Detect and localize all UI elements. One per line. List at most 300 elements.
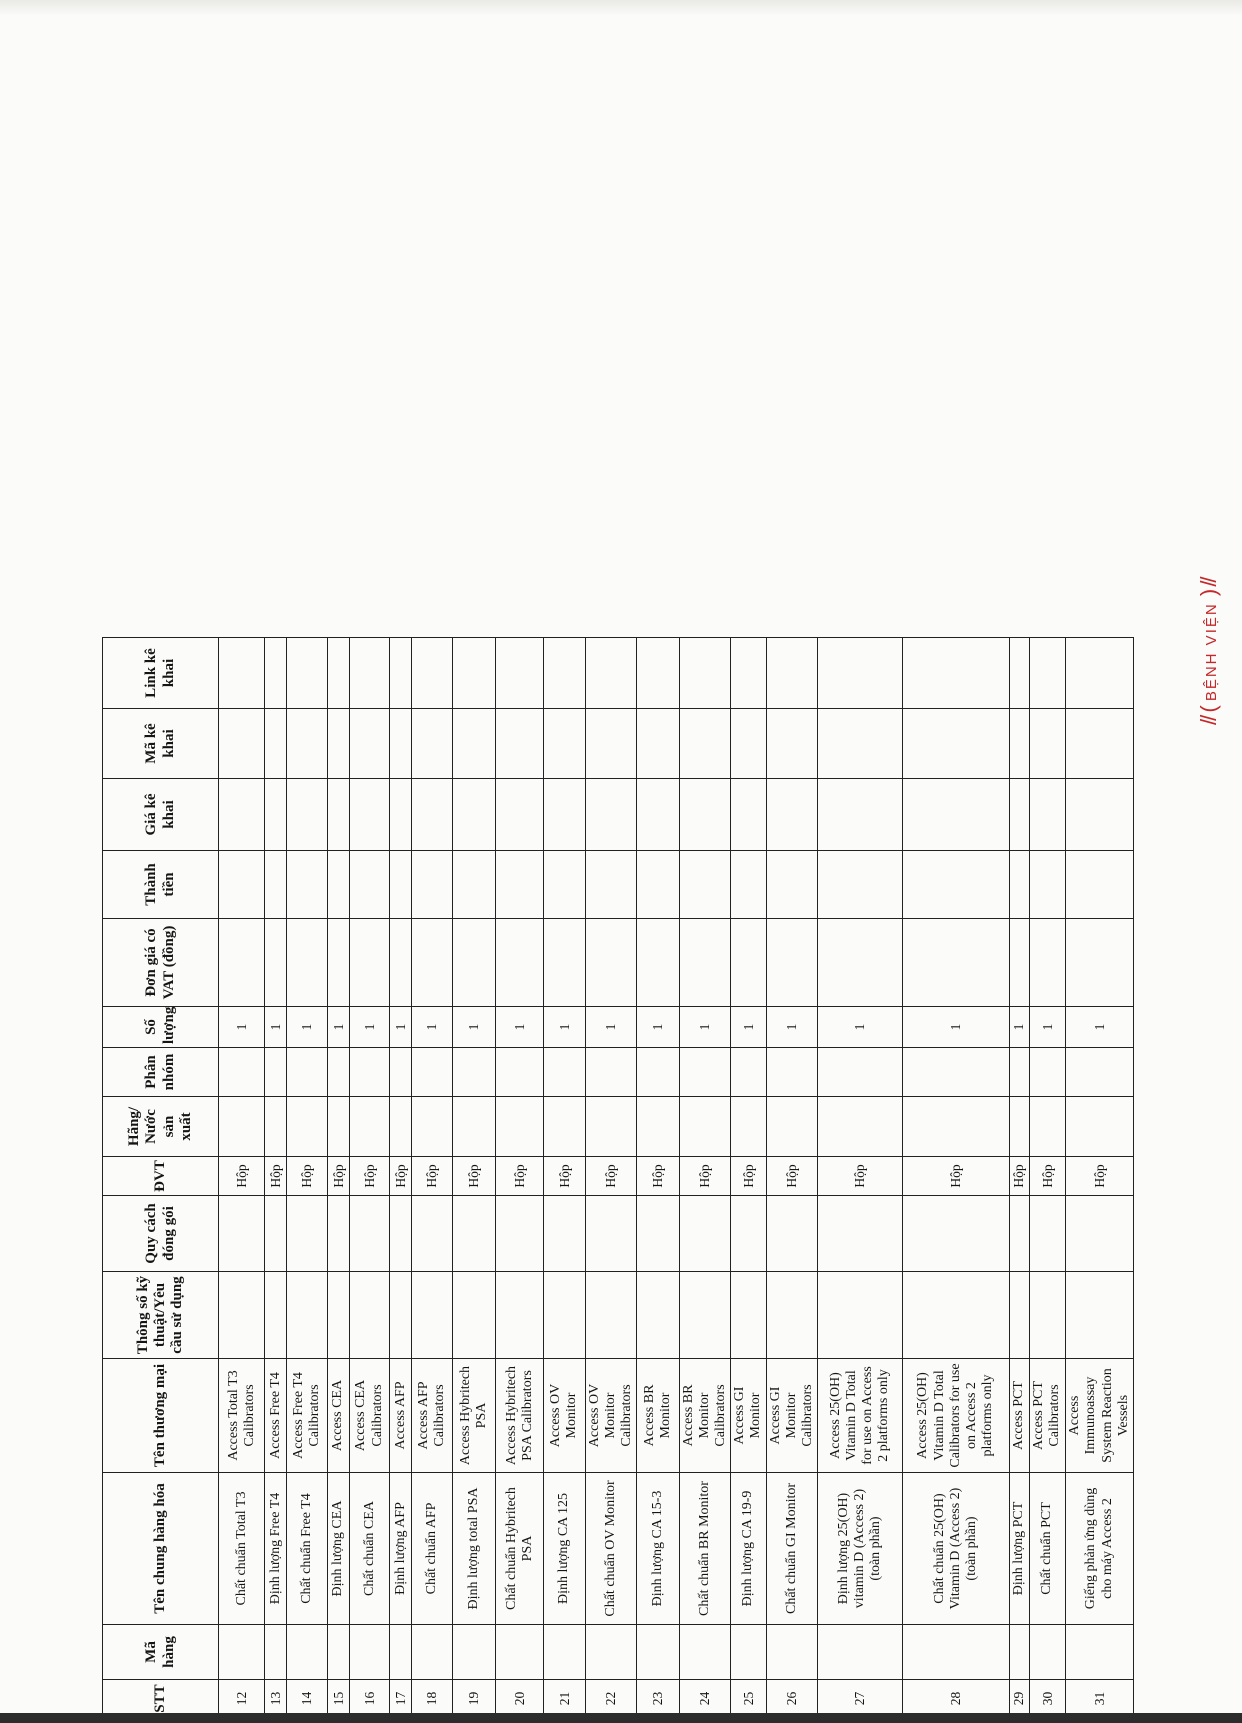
column-header: ĐVT: [103, 1157, 219, 1196]
quantity-cell: 1: [265, 1007, 287, 1048]
unit-price-cell: [287, 919, 327, 1007]
amount-cell: [390, 851, 412, 919]
amount-cell: [265, 851, 287, 919]
table-row: [585, 638, 637, 1718]
stt-cell: 23: [637, 1680, 679, 1718]
generic-name-cell: Định lượng CA 15-3: [637, 1473, 679, 1625]
declaration-link-cell: [766, 638, 818, 709]
unit-cell: Hộp: [390, 1157, 412, 1196]
generic-name-cell: Định lượng AFP: [390, 1473, 412, 1625]
spec-cell: [637, 1272, 679, 1359]
declaration-link-cell: [902, 638, 1009, 709]
column-header: Tên thương mại: [103, 1359, 219, 1473]
code-cell: [544, 1625, 585, 1680]
packing-cell: [327, 1196, 349, 1272]
manufacturer-cell: [390, 1097, 412, 1157]
stt-cell: 14: [287, 1680, 327, 1718]
code-cell: [1029, 1625, 1065, 1680]
generic-name-cell: Chất chuẩn Total T3: [219, 1473, 265, 1625]
quantity-cell: 1: [731, 1007, 766, 1048]
packing-cell: [390, 1196, 412, 1272]
unit-price-cell: [902, 919, 1009, 1007]
declaration-code-cell: [390, 709, 412, 779]
unit-price-cell: [585, 919, 637, 1007]
table-row: [544, 638, 585, 1718]
spec-cell: [495, 1272, 543, 1359]
declaration-link-cell: [637, 638, 679, 709]
stamp-mark: ) //: [1196, 578, 1221, 597]
manufacturer-cell: [287, 1097, 327, 1157]
spec-cell: [1029, 1272, 1065, 1359]
amount-cell: [544, 851, 585, 919]
stt-cell: 15: [327, 1680, 349, 1718]
manufacturer-cell: [637, 1097, 679, 1157]
group-cell: [452, 1048, 495, 1097]
unit-price-cell: [495, 919, 543, 1007]
declaration-link-cell: [1029, 638, 1065, 709]
amount-cell: [1066, 851, 1134, 919]
generic-name-cell: Định lượng PCT: [1009, 1473, 1029, 1625]
packing-cell: [544, 1196, 585, 1272]
group-cell: [766, 1048, 818, 1097]
declared-price-cell: [902, 779, 1009, 851]
table-row: [219, 638, 265, 1718]
spec-cell: [349, 1272, 389, 1359]
generic-name-cell: Chất chuẩn BR Monitor: [679, 1473, 731, 1625]
declaration-link-cell: [349, 638, 389, 709]
generic-name-cell: Định lượng Free T4: [265, 1473, 287, 1625]
unit-cell: Hộp: [412, 1157, 452, 1196]
quantity-cell: 1: [818, 1007, 903, 1048]
amount-cell: [452, 851, 495, 919]
hospital-stamp: [1196, 530, 1226, 725]
code-cell: [585, 1625, 637, 1680]
generic-name-cell: Chất chuẩn PCT: [1029, 1473, 1065, 1625]
declaration-code-cell: [544, 709, 585, 779]
declaration-code-cell: [818, 709, 903, 779]
trade-name-cell: Access 25(OH) Vitamin D Total for use on Access 2 platforms only: [818, 1359, 903, 1473]
declared-price-cell: [287, 779, 327, 851]
generic-name-cell: Giếng phản ứng dùng cho máy Access 2: [1066, 1473, 1134, 1625]
stt-cell: 22: [585, 1680, 637, 1718]
unit-price-cell: [390, 919, 412, 1007]
amount-cell: [818, 851, 903, 919]
group-cell: [902, 1048, 1009, 1097]
quantity-cell: 1: [766, 1007, 818, 1048]
rotated-page: [102, 638, 1134, 1718]
unit-cell: Hộp: [287, 1157, 327, 1196]
spec-cell: [902, 1272, 1009, 1359]
manufacturer-cell: [349, 1097, 389, 1157]
quantity-cell: 1: [902, 1007, 1009, 1048]
generic-name-cell: Định lượng total PSA: [452, 1473, 495, 1625]
quantity-cell: 1: [327, 1007, 349, 1048]
quantity-cell: 1: [679, 1007, 731, 1048]
declaration-link-cell: [731, 638, 766, 709]
declared-price-cell: [219, 779, 265, 851]
declared-price-cell: [1029, 779, 1065, 851]
declared-price-cell: [452, 779, 495, 851]
stt-cell: 25: [731, 1680, 766, 1718]
declaration-link-cell: [585, 638, 637, 709]
manufacturer-cell: [219, 1097, 265, 1157]
table-row: [766, 638, 818, 1718]
stt-cell: 21: [544, 1680, 585, 1718]
packing-cell: [818, 1196, 903, 1272]
column-header: Link kê khai: [103, 638, 219, 709]
declared-price-cell: [585, 779, 637, 851]
scan-top-shadow: [0, 0, 1242, 16]
declaration-code-cell: [219, 709, 265, 779]
spec-cell: [679, 1272, 731, 1359]
declared-price-cell: [731, 779, 766, 851]
spec-cell: [544, 1272, 585, 1359]
code-cell: [265, 1625, 287, 1680]
trade-name-cell: Access Immunoassay System Reaction Vessels: [1066, 1359, 1134, 1473]
trade-name-cell: Access AFP Calibrators: [412, 1359, 452, 1473]
declared-price-cell: [495, 779, 543, 851]
column-header: Quy cách đóng gói: [103, 1196, 219, 1272]
amount-cell: [349, 851, 389, 919]
code-cell: [349, 1625, 389, 1680]
declaration-code-cell: [327, 709, 349, 779]
group-cell: [287, 1048, 327, 1097]
amount-cell: [327, 851, 349, 919]
table-row: [1029, 638, 1065, 1718]
table-row: [327, 638, 349, 1718]
column-header: Đơn giá có VAT (đồng): [103, 919, 219, 1007]
unit-price-cell: [766, 919, 818, 1007]
manufacturer-cell: [731, 1097, 766, 1157]
group-cell: [585, 1048, 637, 1097]
spec-cell: [412, 1272, 452, 1359]
unit-cell: Hộp: [495, 1157, 543, 1196]
declaration-link-cell: [452, 638, 495, 709]
packing-cell: [349, 1196, 389, 1272]
quantity-cell: 1: [585, 1007, 637, 1048]
manufacturer-cell: [679, 1097, 731, 1157]
declaration-code-cell: [585, 709, 637, 779]
table-row: [818, 638, 903, 1718]
spec-cell: [818, 1272, 903, 1359]
packing-cell: [452, 1196, 495, 1272]
unit-cell: Hộp: [679, 1157, 731, 1196]
manufacturer-cell: [766, 1097, 818, 1157]
quantity-cell: 1: [544, 1007, 585, 1048]
trade-name-cell: Access BR Monitor Calibrators: [679, 1359, 731, 1473]
amount-cell: [1029, 851, 1065, 919]
generic-name-cell: Định lượng CA 19-9: [731, 1473, 766, 1625]
stt-cell: 20: [495, 1680, 543, 1718]
table-row: [902, 638, 1009, 1718]
packing-cell: [1029, 1196, 1065, 1272]
code-cell: [679, 1625, 731, 1680]
stt-cell: 24: [679, 1680, 731, 1718]
declaration-code-cell: [902, 709, 1009, 779]
code-cell: [1009, 1625, 1029, 1680]
group-cell: [265, 1048, 287, 1097]
code-cell: [637, 1625, 679, 1680]
spec-cell: [219, 1272, 265, 1359]
stt-cell: 12: [219, 1680, 265, 1718]
code-cell: [1066, 1625, 1134, 1680]
stt-cell: 28: [902, 1680, 1009, 1718]
table-header-row: [103, 638, 219, 1718]
stt-cell: 19: [452, 1680, 495, 1718]
trade-name-cell: Access Total T3 Calibrators: [219, 1359, 265, 1473]
manufacturer-cell: [1009, 1097, 1029, 1157]
trade-name-cell: Access Free T4: [265, 1359, 287, 1473]
declaration-code-cell: [452, 709, 495, 779]
quantity-cell: 1: [349, 1007, 389, 1048]
column-header: Số lượng: [103, 1007, 219, 1048]
stt-cell: 30: [1029, 1680, 1065, 1718]
declared-price-cell: [412, 779, 452, 851]
spec-cell: [390, 1272, 412, 1359]
amount-cell: [766, 851, 818, 919]
unit-price-cell: [731, 919, 766, 1007]
manufacturer-cell: [1066, 1097, 1134, 1157]
declaration-code-cell: [1009, 709, 1029, 779]
generic-name-cell: Chất chuẩn CEA: [349, 1473, 389, 1625]
column-header: STT: [103, 1680, 219, 1718]
manufacturer-cell: [544, 1097, 585, 1157]
table-row: [265, 638, 287, 1718]
quantity-cell: 1: [637, 1007, 679, 1048]
table-row: [1066, 638, 1134, 1718]
trade-name-cell: Access BR Monitor: [637, 1359, 679, 1473]
packing-cell: [219, 1196, 265, 1272]
code-cell: [766, 1625, 818, 1680]
declaration-code-cell: [637, 709, 679, 779]
declaration-link-cell: [1009, 638, 1029, 709]
code-cell: [818, 1625, 903, 1680]
unit-cell: Hộp: [637, 1157, 679, 1196]
quantity-cell: 1: [1066, 1007, 1134, 1048]
trade-name-cell: Access 25(OH) Vitamin D Total Calibrators for use on Access 2 platforms only: [902, 1359, 1009, 1473]
group-cell: [1066, 1048, 1134, 1097]
stamp-text: BỆNH VIỆN: [1203, 602, 1220, 702]
column-header: Hãng/ Nước sản xuất: [103, 1097, 219, 1157]
amount-cell: [287, 851, 327, 919]
group-cell: [637, 1048, 679, 1097]
declaration-code-cell: [349, 709, 389, 779]
trade-name-cell: Access PCT Calibrators: [1029, 1359, 1065, 1473]
declaration-link-cell: [327, 638, 349, 709]
table-row: [637, 638, 679, 1718]
column-header: Giá kê khai: [103, 779, 219, 851]
declared-price-cell: [1009, 779, 1029, 851]
code-cell: [390, 1625, 412, 1680]
declaration-link-cell: [544, 638, 585, 709]
stt-cell: 13: [265, 1680, 287, 1718]
spec-cell: [1009, 1272, 1029, 1359]
generic-name-cell: Chất chuẩn GI Monitor: [766, 1473, 818, 1625]
stt-cell: 27: [818, 1680, 903, 1718]
trade-name-cell: Access OV Monitor Calibrators: [585, 1359, 637, 1473]
column-header: Phân nhóm: [103, 1048, 219, 1097]
group-cell: [731, 1048, 766, 1097]
unit-cell: Hộp: [1066, 1157, 1134, 1196]
manufacturer-cell: [452, 1097, 495, 1157]
spec-cell: [327, 1272, 349, 1359]
amount-cell: [495, 851, 543, 919]
table-row: [390, 638, 412, 1718]
declaration-link-cell: [495, 638, 543, 709]
trade-name-cell: Access AFP: [390, 1359, 412, 1473]
stt-cell: 29: [1009, 1680, 1029, 1718]
trade-name-cell: Access CEA: [327, 1359, 349, 1473]
packing-cell: [585, 1196, 637, 1272]
declaration-code-cell: [1029, 709, 1065, 779]
declared-price-cell: [679, 779, 731, 851]
code-cell: [902, 1625, 1009, 1680]
declaration-link-cell: [818, 638, 903, 709]
unit-cell: Hộp: [902, 1157, 1009, 1196]
generic-name-cell: Định lượng CA 125: [544, 1473, 585, 1625]
amount-cell: [679, 851, 731, 919]
group-cell: [327, 1048, 349, 1097]
amount-cell: [1009, 851, 1029, 919]
column-header: Thông số kỹ thuật/Yêu cầu sử dụng: [103, 1272, 219, 1359]
generic-name-cell: Định lượng CEA: [327, 1473, 349, 1625]
declared-price-cell: [390, 779, 412, 851]
generic-name-cell: Chất chuẩn Free T4: [287, 1473, 327, 1625]
manufacturer-cell: [1029, 1097, 1065, 1157]
declared-price-cell: [766, 779, 818, 851]
declared-price-cell: [1066, 779, 1134, 851]
declaration-code-cell: [287, 709, 327, 779]
declaration-link-cell: [390, 638, 412, 709]
manufacturer-cell: [818, 1097, 903, 1157]
group-cell: [390, 1048, 412, 1097]
trade-name-cell: Access Hybritech PSA: [452, 1359, 495, 1473]
column-header: Mã hàng: [103, 1625, 219, 1680]
declaration-link-cell: [1066, 638, 1134, 709]
code-cell: [452, 1625, 495, 1680]
table-row: [287, 638, 327, 1718]
generic-name-cell: Chất chuẩn OV Monitor: [585, 1473, 637, 1625]
manufacturer-cell: [327, 1097, 349, 1157]
unit-cell: Hộp: [731, 1157, 766, 1196]
declaration-code-cell: [731, 709, 766, 779]
group-cell: [495, 1048, 543, 1097]
amount-cell: [219, 851, 265, 919]
code-cell: [495, 1625, 543, 1680]
trade-name-cell: Access Free T4 Calibrators: [287, 1359, 327, 1473]
unit-price-cell: [265, 919, 287, 1007]
declared-price-cell: [544, 779, 585, 851]
unit-price-cell: [327, 919, 349, 1007]
stt-cell: 16: [349, 1680, 389, 1718]
spec-cell: [1066, 1272, 1134, 1359]
generic-name-cell: Chất chuẩn Hybritech PSA: [495, 1473, 543, 1625]
declaration-code-cell: [1066, 709, 1134, 779]
packing-cell: [412, 1196, 452, 1272]
declaration-code-cell: [265, 709, 287, 779]
quantity-cell: 1: [452, 1007, 495, 1048]
quantity-cell: 1: [495, 1007, 543, 1048]
group-cell: [412, 1048, 452, 1097]
stt-cell: 17: [390, 1680, 412, 1718]
unit-price-cell: [679, 919, 731, 1007]
group-cell: [679, 1048, 731, 1097]
table-row: [412, 638, 452, 1718]
packing-cell: [679, 1196, 731, 1272]
group-cell: [349, 1048, 389, 1097]
declared-price-cell: [818, 779, 903, 851]
trade-name-cell: Access OV Monitor: [544, 1359, 585, 1473]
declaration-code-cell: [679, 709, 731, 779]
unit-price-cell: [637, 919, 679, 1007]
packing-cell: [1066, 1196, 1134, 1272]
packing-cell: [637, 1196, 679, 1272]
code-cell: [412, 1625, 452, 1680]
unit-price-cell: [1029, 919, 1065, 1007]
group-cell: [1009, 1048, 1029, 1097]
table-row: [1009, 638, 1029, 1718]
declared-price-cell: [265, 779, 287, 851]
unit-price-cell: [412, 919, 452, 1007]
packing-cell: [265, 1196, 287, 1272]
trade-name-cell: Access CEA Calibrators: [349, 1359, 389, 1473]
scan-bottom-edge: [0, 1713, 1242, 1723]
table-row: [679, 638, 731, 1718]
unit-cell: Hộp: [219, 1157, 265, 1196]
declaration-link-cell: [287, 638, 327, 709]
declaration-link-cell: [679, 638, 731, 709]
stt-cell: 26: [766, 1680, 818, 1718]
declared-price-cell: [349, 779, 389, 851]
declaration-code-cell: [766, 709, 818, 779]
manufacturer-cell: [412, 1097, 452, 1157]
code-cell: [731, 1625, 766, 1680]
amount-cell: [585, 851, 637, 919]
quantity-cell: 1: [412, 1007, 452, 1048]
packing-cell: [1009, 1196, 1029, 1272]
trade-name-cell: Access GI Monitor Calibrators: [766, 1359, 818, 1473]
amount-cell: [637, 851, 679, 919]
trade-name-cell: Access GI Monitor: [731, 1359, 766, 1473]
group-cell: [1029, 1048, 1065, 1097]
unit-cell: Hộp: [818, 1157, 903, 1196]
column-header: Mã kê khai: [103, 709, 219, 779]
packing-cell: [495, 1196, 543, 1272]
declaration-code-cell: [412, 709, 452, 779]
manufacturer-cell: [902, 1097, 1009, 1157]
amount-cell: [412, 851, 452, 919]
quantity-cell: 1: [219, 1007, 265, 1048]
unit-price-cell: [818, 919, 903, 1007]
trade-name-cell: Access Hybritech PSA Calibrators: [495, 1359, 543, 1473]
packing-cell: [902, 1196, 1009, 1272]
manufacturer-cell: [495, 1097, 543, 1157]
generic-name-cell: Chất chuẩn 25(OH) Vitamin D (Access 2) (toàn phần): [902, 1473, 1009, 1625]
declaration-link-cell: [219, 638, 265, 709]
unit-cell: Hộp: [1009, 1157, 1029, 1196]
code-cell: [327, 1625, 349, 1680]
quantity-cell: 1: [390, 1007, 412, 1048]
declaration-link-cell: [412, 638, 452, 709]
spec-cell: [452, 1272, 495, 1359]
code-cell: [287, 1625, 327, 1680]
group-cell: [818, 1048, 903, 1097]
table-row: [731, 638, 766, 1718]
table-row: [349, 638, 389, 1718]
goods-table: [102, 637, 1134, 1718]
group-cell: [544, 1048, 585, 1097]
unit-price-cell: [349, 919, 389, 1007]
